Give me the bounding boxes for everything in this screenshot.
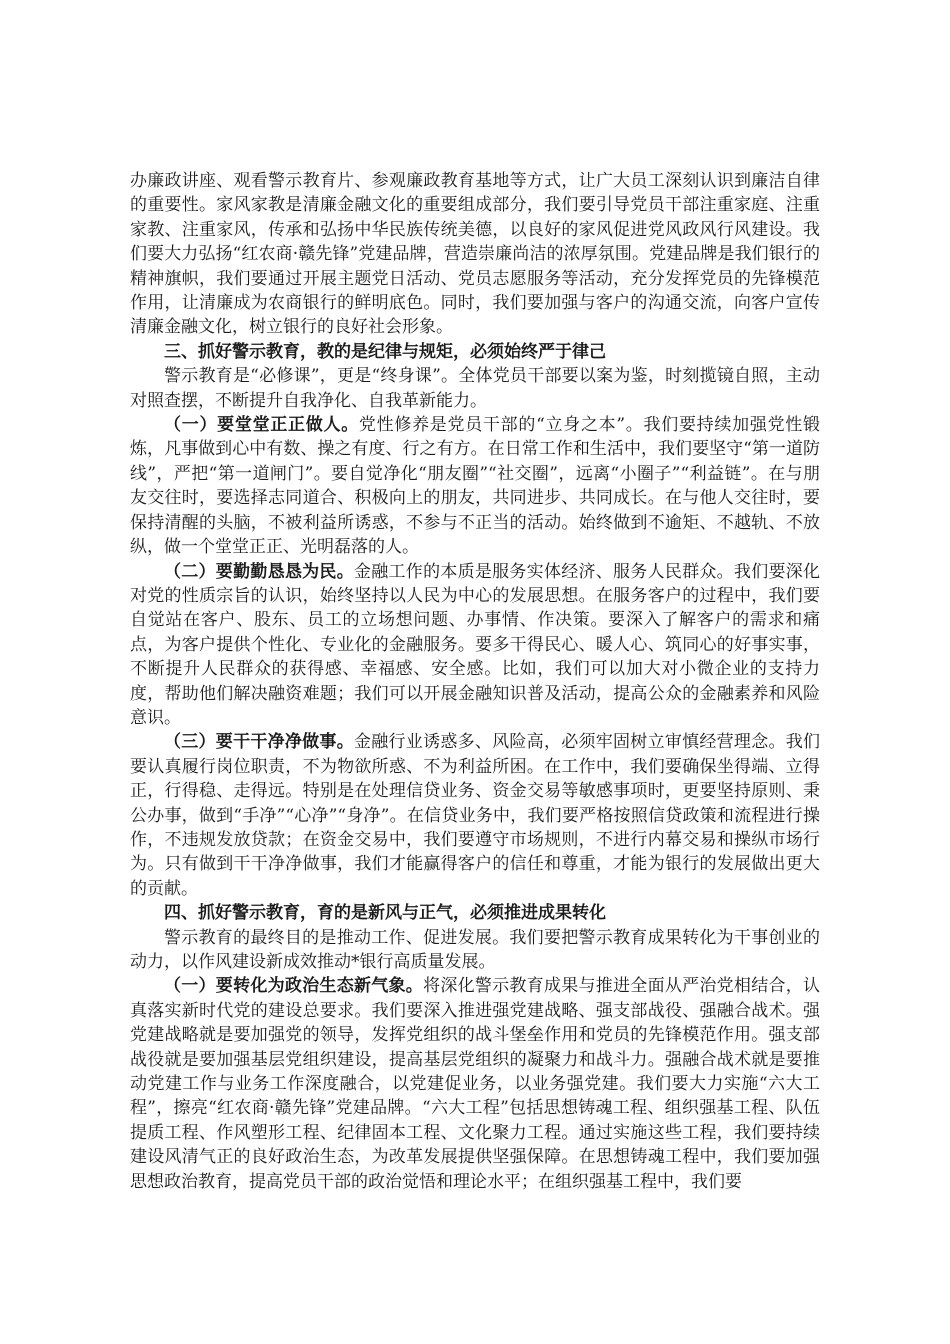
paragraph-3-3: [130, 730, 820, 901]
section-heading-3: 三、抓好警示教育，教的是纪律与规矩，必须始终严于律己: [164, 341, 606, 362]
paragraph-continuation: 办廉政讲座、观看警示教育片、参观廉政教育基地等方式，让广大员工深刻认识到廉洁自律的重要性。家风家教是清廉金融文化的重要组成部分，我们要引导党员干部注重家庭、注重家教、注重家风，传承和弘扬中华民族传统美德，以良好的家风促进党风政风行风建设。我们要大力弘扬“红农商·赣先锋”党建品牌，营造崇廉尚洁的浓厚氛围。党建品牌是我们银行的精神旗帜，我们要通过开展主题党日活动、党员志愿服务等活动，充分发挥党员的先锋模范作用，让清廉成为农商银行的鲜明底色。同时，我们要加强与客户的沟通交流，向客户宣传清廉金融文化，树立银行的良好社会形象。: [130, 171, 820, 338]
body-3-2: 金融工作的本质是服务实体经济、服务人民群众。我们要深化对党的性质宗旨的认识，始终坚持以人民为中心的发展思想。在服务客户的过程中，我们要自觉站在客户、股东、员工的立场想问题、办事情、作决策。要深入了解客户的需求和痛点，为客户提供个性化、专业化的金融服务。要多干得民心、暖人心、筑同心的好事实事，不断提升人民群众的获得感、幸福感、安全感。比如，我们可以加大对小微企业的支持力度，帮助他们解决融资难题；我们可以开展金融知识普及活动，提高公众的金融素养和风险意识。: [130, 561, 821, 728]
body-4-1: 将深化警示教育成果与推进全面从严治党相结合，认真落实新时代党的建设总要求。我们要深入推进强党建战略、强支部战役、强融合战术。强党建战略就是要加强党的领导，发挥党组织的战斗堡垒作用和党员的先锋模范作用。强支部战役就是要加强基层党组织建设，提高基层党组织的凝聚力和战斗力。强融合战术就是要推动党建工作与业务工作深度融合，以党建促业务，以业务强党建。我们要大力实施“六大工程”，擦亮“红农商·赣先锋”党建品牌。“六大工程”包括思想铸魂工程、组织强基工程、队伍提质工程、作风塑形工程、纪律固本工程、文化聚力工程。通过实施这些工程，我们要持续建设风清气正的良好政治生态，为改革发展提供坚强保障。在思想铸魂工程中，我们要加强思想政治教育，提高党员干部的政治觉悟和理论水平；在组织强基工程中，我们要: [130, 976, 821, 1192]
section-heading-4: 四、抓好警示教育，育的是新风与正气，必须推进成果转化: [164, 903, 606, 924]
paragraph-3-2: [130, 560, 820, 731]
lead-3-2: （二）要勤勤恳恳为民。: [164, 561, 354, 582]
document-body: [130, 169, 820, 1194]
lead-4-1: （一）要转化为政治生态新气象。: [164, 976, 424, 997]
paragraph-intro-4: 警示教育的最终目的是推动工作、促进发展。我们要把警示教育成果转化为干事创业的动力，以作风建设新成效推动*银行高质量发展。: [130, 927, 820, 972]
paragraph-intro-3: 警示教育是“必修课”，更是“终身课”。全体党员干部要以案为鉴，时刻揽镜自照，主动对照查摆，不断提升自我净化、自我革新能力。: [130, 366, 820, 411]
body-3-3: 金融行业诱惑多、风险高，必须牢固树立审慎经营理念。我们要认真履行岗位职责，不为物欲所惑、不为利益所困。在工作中，我们要确保坐得端、立得正，行得稳、走得远。特别是在处理信贷业务、资金交易等敏感事项时，更要坚持原则、秉公办事，做到“手净”“心净”“身净”。在信贷业务中，我们要严格按照信贷政策和流程进行操作，不违规发放贷款；在资金交易中，我们要遵守市场规则，不进行内幕交易和操纵市场行为。只有做到干干净净做事，我们才能赢得客户的信任和尊重，才能为银行的发展做出更大的贡献。: [130, 732, 821, 899]
lead-3-1: （一）要堂堂正正做人。: [164, 415, 359, 436]
body-3-1: 党性修养是党员干部的“立身之本”。我们要持续加强党性锻炼，凡事做到心中有数、操之有度、行之有方。在日常工作和生活中，我们要坚守“第一道防线”，严把“第一道闸门”。要自觉净化“朋友圈”“社交圈”，远离“小圈子”“利益链”。在与朋友交往时，要选择志同道合、积极向上的朋友，共同进步、共同成长。在与他人交往时，要保持清醒的头脑，不被利益所诱惑，不参与不正当的活动。始终做到不逾矩、不越轨、不放纵，做一个堂堂正正、光明磊落的人。: [130, 415, 821, 558]
paragraph-3-1: [130, 413, 820, 559]
paragraph-4-1: [130, 974, 820, 1194]
lead-3-3: （三）要干干净净做事。: [164, 732, 354, 753]
